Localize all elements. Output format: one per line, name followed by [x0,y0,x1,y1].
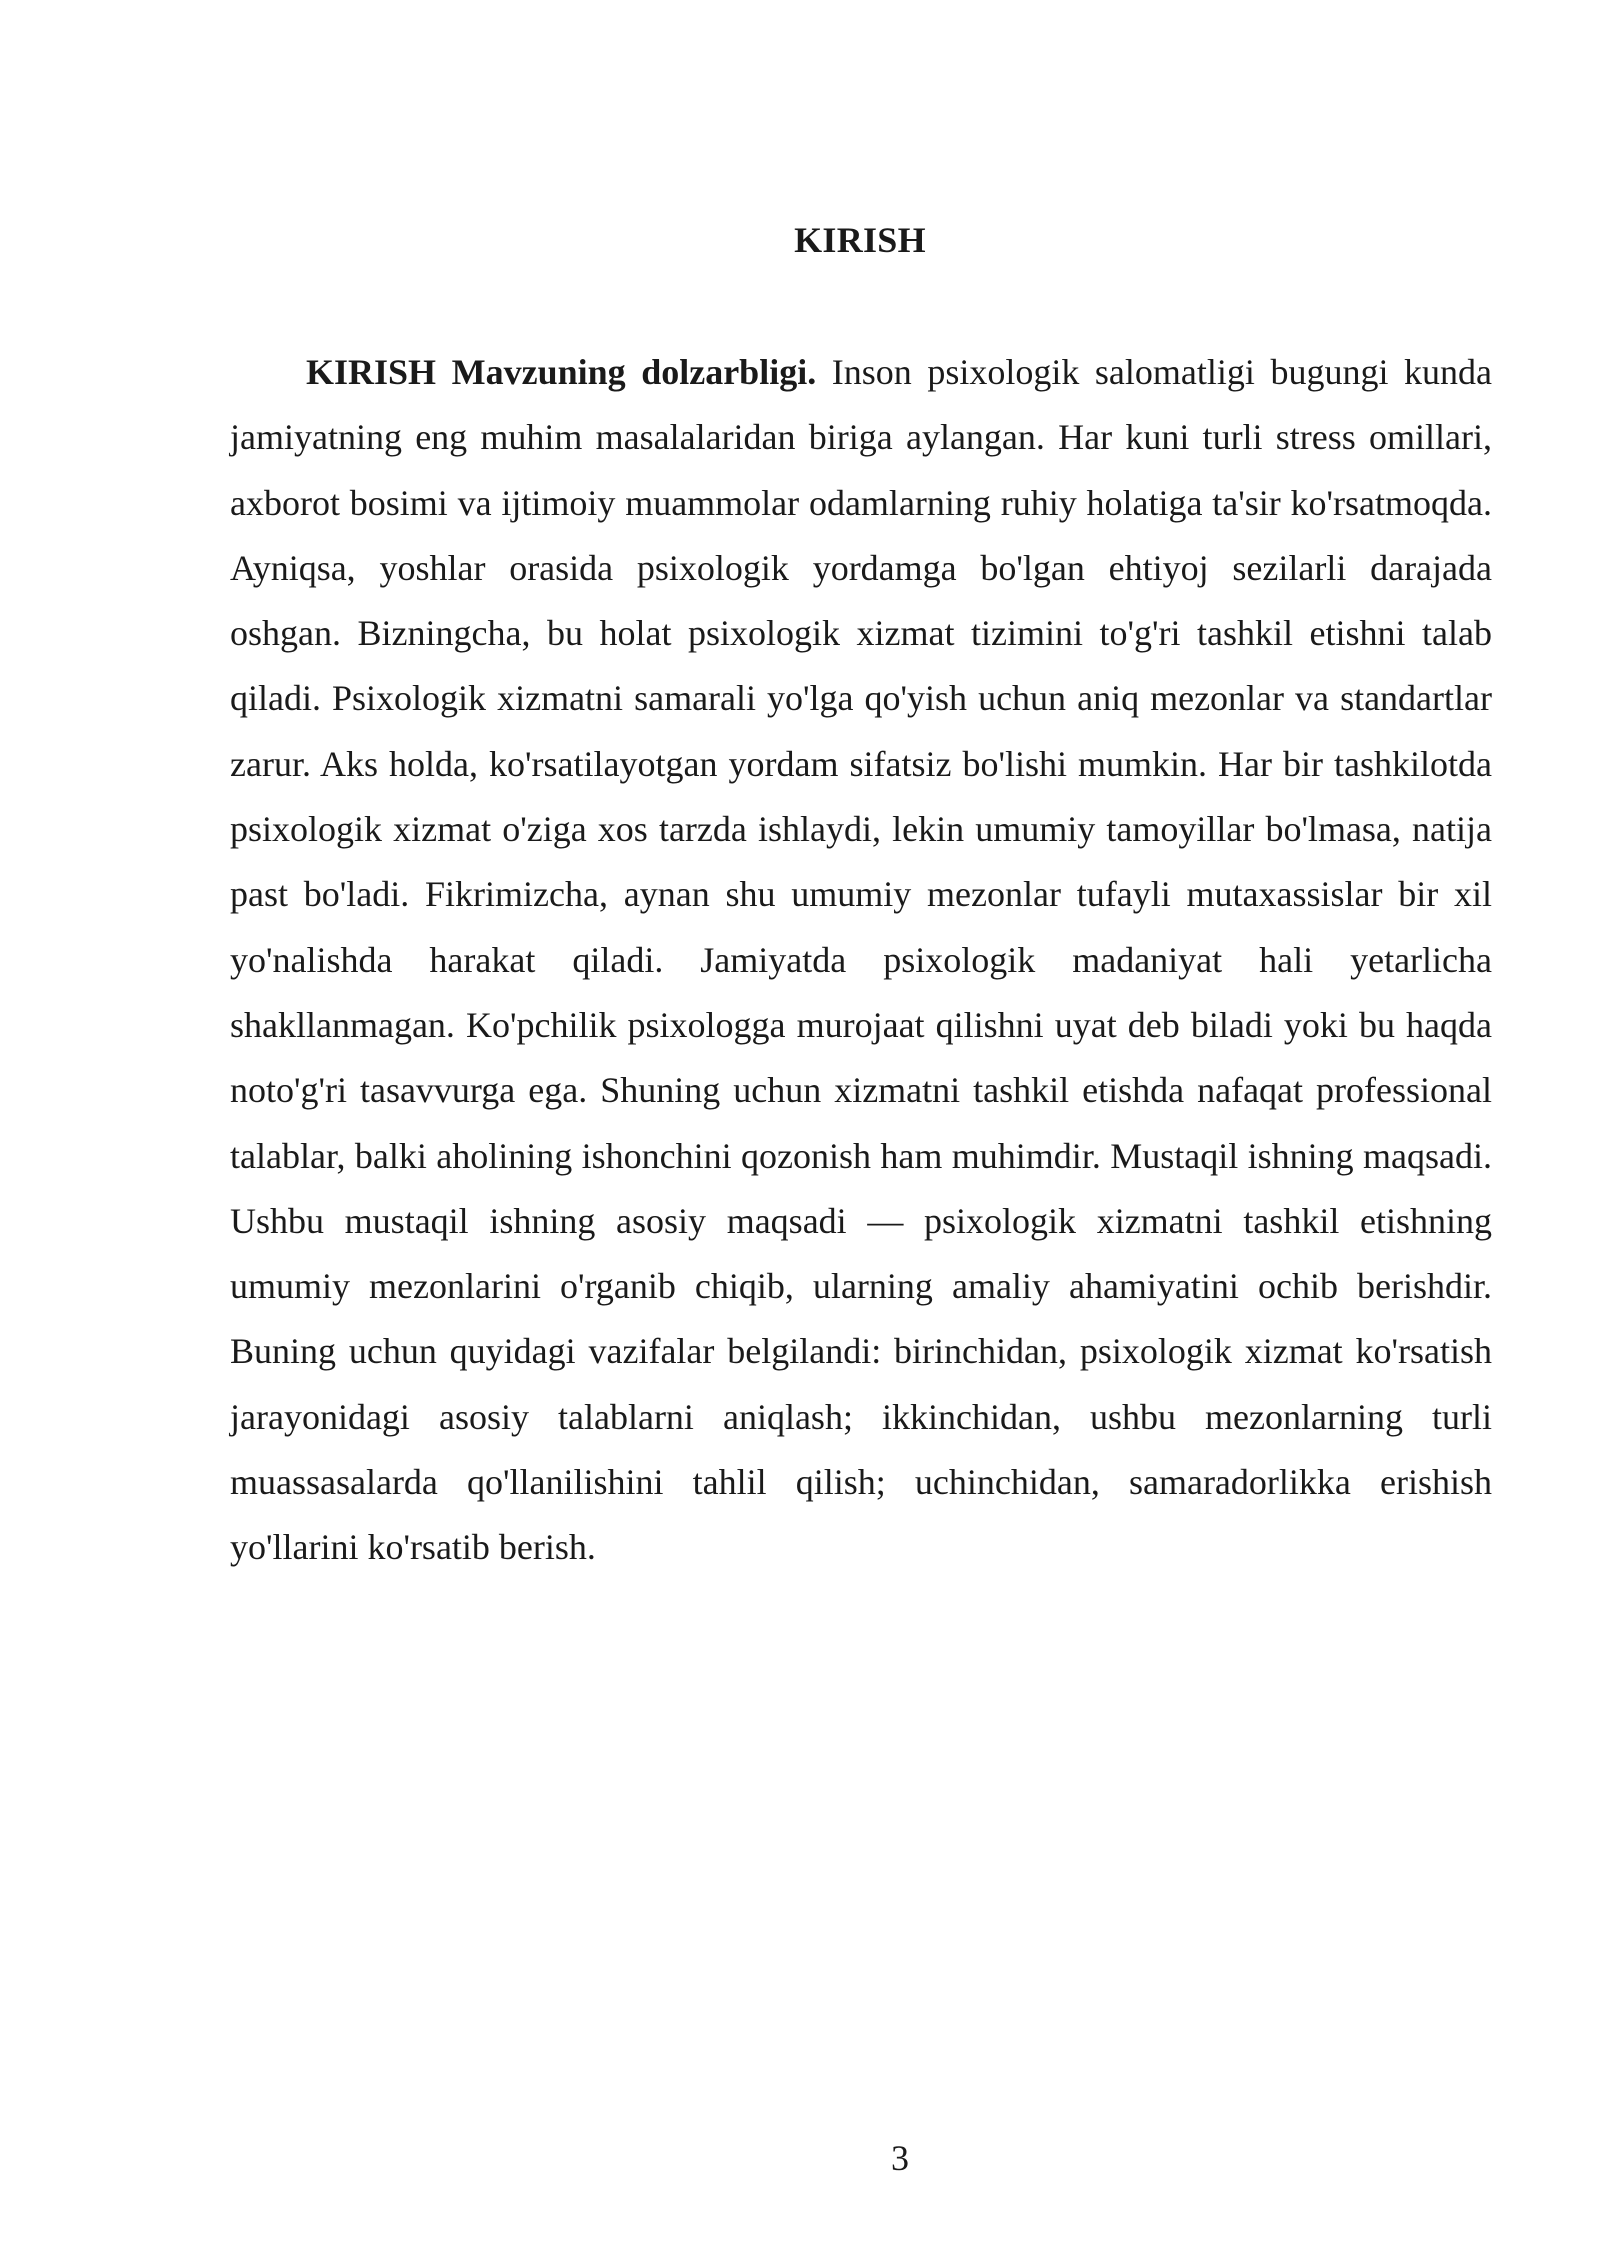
section-heading: KIRISH [794,220,926,260]
page-number: 3 [891,2138,909,2178]
body-paragraph [230,340,1492,1581]
paragraph-text: Inson psixologik salomatligi bugungi kunda jamiyatning eng muhim masalalaridan biriga aylangan. Har kuni turli stress omillari, axborot bosimi va ijtimoiy muammolar odamlarning ruhiy holatiga ta'sir ko'rsatmoqda. Ayniqsa, yoshlar orasida psixologik yordamga bo'lgan ehtiyoj sezilarli darajada oshgan. Bizningcha, bu holat psixologik xizmat tizimini to'g'ri tashkil etishni talab qiladi. Psixologik xizmatni samarali yo'lga qo'yish uchun aniq mezonlar va standartlar zarur. Aks holda, ko'rsatilayotgan yordam sifatsiz bo'lishi mumkin. Har bir tashkilotda psixologik xizmat o'ziga xos tarzda ishlaydi, lekin umumiy tamoyillar bo'lmasa, natija past bo'ladi. Fikrimizcha, aynan shu umumiy mezonlar tufayli mutaxassislar bir xil yo'nalishda harakat qiladi. Jamiyatda psixologik madaniyat hali yetarlicha shakllanmagan. Ko'pchilik psixologga murojaat qilishni uyat deb biladi yoki bu haqda noto'g'ri tasavvurga ega. Shuning uchun xizmatni tashkil etishda nafaqat professional talablar, balki aholining ishonchini qozonish ham muhimdir. Mustaqil ishning maqsadi. Ushbu mustaqil ishning asosiy maqsadi — psixologik xizmatni tashkil etishning umumiy mezonlarini o'rganib chiqib, ularning amaliy ahamiyatini ochib berishdir. Buning uchun quyidagi vazifalar belgilandi: birinchidan, psixologik xizmat ko'rsatish jarayonidagi asosiy talablarni aniqlash; ikkinchidan, ushbu mezonlarning turli muassasalarda qo'llanilishini tahlil qilish; uchinchidan, samaradorlikka erishish yo'llarini ko'rsatib berish. [230,352,1492,1568]
paragraph-lead: KIRISH Mavzuning dolzarbligi. [306,352,817,392]
